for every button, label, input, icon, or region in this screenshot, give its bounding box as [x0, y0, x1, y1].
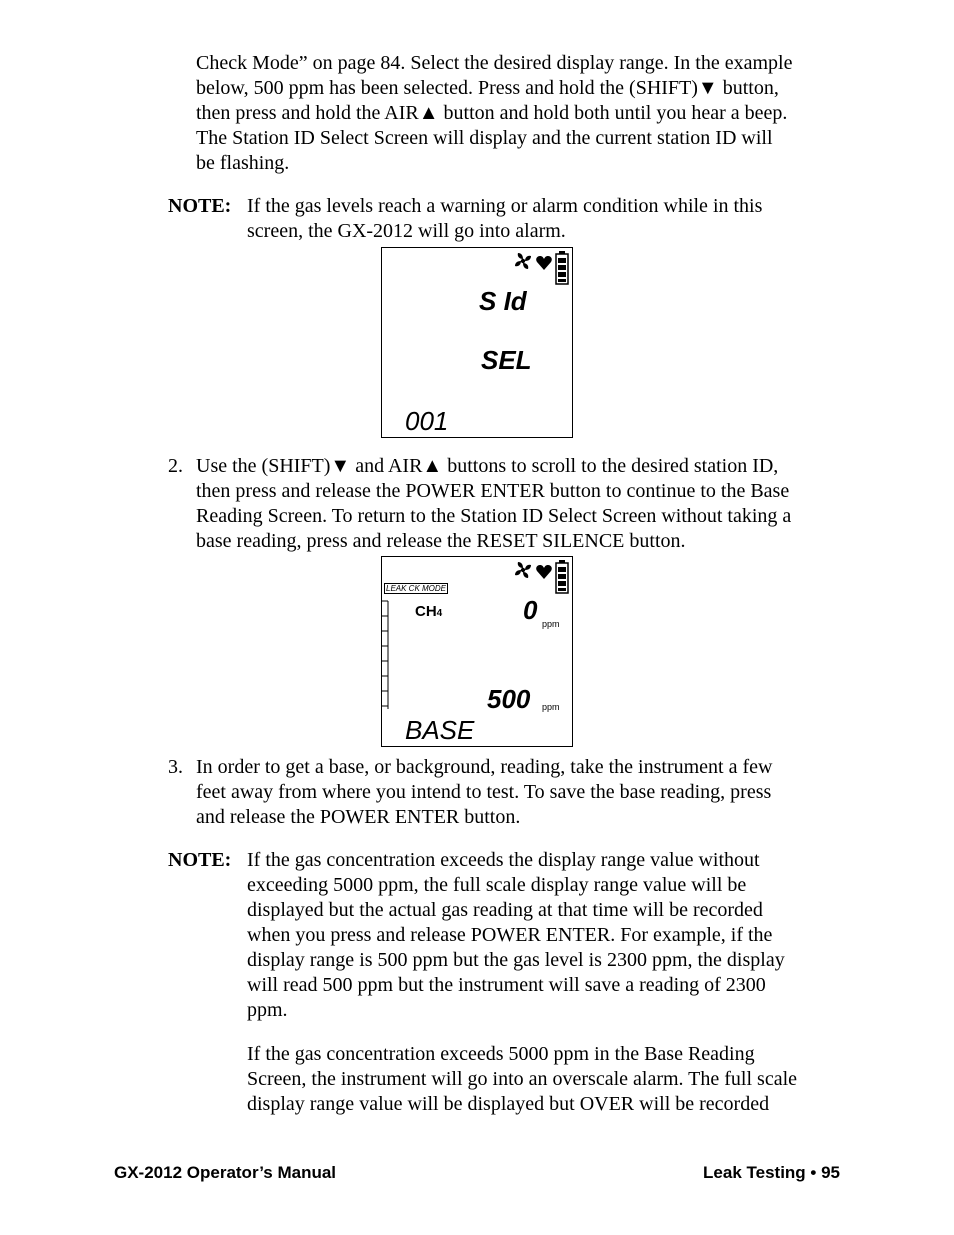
text-line: screen, the GX-2012 will go into alarm.: [247, 220, 566, 242]
footer-page-info: Leak Testing • 95: [703, 1163, 840, 1182]
text-line: below, 500 ppm has been selected. Press and hold the (SHIFT)▼ button,: [196, 77, 779, 99]
fan-icon: [513, 251, 533, 271]
status-icons: [513, 251, 569, 285]
battery-icon: [555, 560, 569, 594]
station-id-value: 001: [405, 406, 449, 436]
text-line: display range is 500 ppm but the gas level is 2300 ppm, the display: [247, 949, 785, 971]
reading-unit: ppm: [542, 619, 560, 629]
text-line: If the gas levels reach a warning or alarm condition while in this: [247, 195, 763, 217]
text-line: displayed but the actual gas reading at that time will be recorded: [247, 899, 763, 921]
text-line: when you press and release POWER ENTER. For example, if the: [247, 924, 773, 946]
text-line: display range value will be displayed but OVER will be recorded: [247, 1093, 770, 1115]
text-line: The Station ID Select Screen will display and the current station ID will: [196, 127, 773, 149]
text-line: feet away from where you intend to test. To save the base reading, press: [196, 781, 772, 803]
fan-icon: [513, 560, 533, 580]
intro-paragraph: [196, 51, 792, 176]
text-line: If the gas concentration exceeds the display range value without: [247, 849, 760, 871]
step-3-text: [196, 755, 772, 830]
text-line: then press and hold the AIR▲ button and hold both until you hear a beep.: [196, 102, 788, 124]
text-line: ppm.: [247, 999, 288, 1021]
step-2-text: [196, 454, 791, 554]
text-line: If the gas concentration exceeds 5000 ppm in the Base Reading: [247, 1043, 755, 1065]
text-line: exceeding 5000 ppm, the full scale display range value will be: [247, 874, 747, 896]
text-line: Use the (SHIFT)▼ and AIR▲ buttons to scroll to the desired station ID,: [196, 455, 779, 477]
heart-icon: [535, 254, 553, 272]
gas-name: [415, 603, 442, 620]
text-line: Screen, the instrument will go into an overscale alarm. The full scale: [247, 1068, 798, 1090]
text-line: then press and release the POWER ENTER button to continue to the Base: [196, 480, 790, 502]
station-id-select-screen: [381, 247, 573, 438]
screen-line-2: SEL: [481, 345, 532, 375]
step-number: 3.: [168, 756, 183, 778]
heart-icon: [535, 563, 553, 581]
display-range-value: 500: [487, 684, 531, 714]
bar-graph-scale: [382, 599, 392, 711]
footer-manual-title: GX-2012 Operator’s Manual: [114, 1163, 337, 1182]
range-unit: ppm: [542, 702, 560, 712]
text-line: Reading Screen. To return to the Station ID Select Screen without taking a: [196, 505, 792, 527]
note-text: [247, 848, 785, 1023]
text-line: base reading, press and release the RESET SILENCE button.: [196, 530, 686, 552]
screen-status: BASE: [405, 715, 475, 745]
text-line: be flashing.: [196, 152, 290, 174]
text-line: Check Mode” on page 84. Select the desired display range. In the example: [196, 52, 793, 74]
gas-subscript: 4: [436, 608, 443, 619]
text-line: and release the POWER ENTER button.: [196, 806, 521, 828]
note-continuation: [247, 1042, 797, 1117]
text-line: In order to get a base, or background, reading, take the instrument a few: [196, 756, 773, 778]
note-text: [247, 194, 762, 244]
status-icons: [513, 560, 569, 594]
base-reading-screen: [381, 556, 573, 747]
gas-reading: 0: [523, 595, 538, 625]
screen-line-1: S Id: [479, 286, 527, 316]
text-line: will read 500 ppm but the instrument will save a reading of 2300: [247, 974, 766, 996]
mode-label: LEAK CK MODE: [386, 584, 447, 593]
gas-formula: CH: [415, 603, 437, 620]
note-label: NOTE:: [168, 195, 232, 217]
step-number: 2.: [168, 455, 183, 477]
note-label: NOTE:: [168, 849, 232, 871]
battery-icon: [555, 251, 569, 285]
